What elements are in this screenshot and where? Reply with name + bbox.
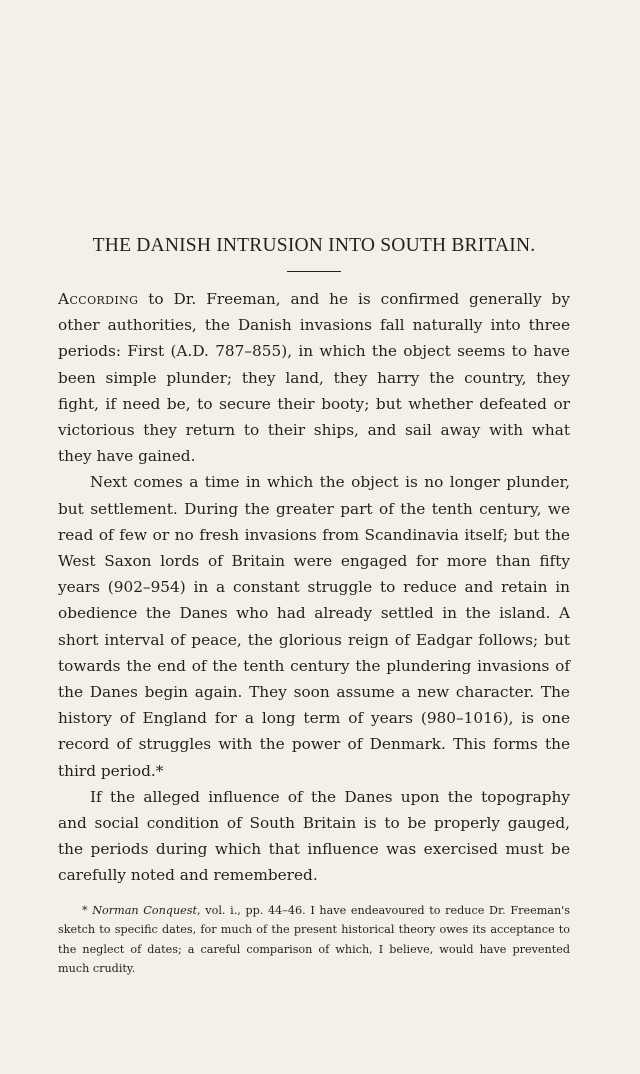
footnote-marker: * [82,903,93,917]
footnote-text: , vol. i., pp. 44–46. I have endeavoured to reduce Dr. Freeman's sketch to specific dates, for much of the present historical theory owes its acceptance to the neglect of dates; a careful comparison of which, I believe, would have prevented much crudity. [58,903,570,976]
paragraph-1-text: to Dr. Freeman, and he is confirmed generally by other authorities, the Danish invasions fall naturally into three periods: First (A.D. 787–855), in which the object seems to have been simple plunder; they land, they harry the country, they fight, if need be, to secure their booty; but whether defeated or victorious they return to their ships, and sail away with what they have gained. [58,290,570,466]
heading-rule [287,271,341,272]
paragraph-2: Next comes a time in which the object is no longer plunder, but settlement. During the greater part of the tenth century, we read of few or no fresh invasions from Scandinavia itself; but the West Saxon lords of Britain were engaged for more than fifty years (902–954) in a constant struggle to reduce and retain in obedience the Danes who had already settled in the island. A short interval of peace, the glorious reign of Eadgar follows; but towards the end of the tenth century the plundering invasions of the Danes begin again. They soon assume a new character. The history of England for a long term of years (980–1016), is one record of struggles with the power of Denmark. This forms the third period.* [58,473,570,780]
book-page [58,232,570,979]
chapter-heading: THE DANISH INTRUSION INTO SOUTH BRITAIN. [92,235,536,256]
footnote [58,901,570,979]
body-text [58,286,570,889]
paragraph-3: If the alleged influence of the Danes upon the topography and social condition of South Britain is to be properly gauged, the periods during which that influence was exercised must be carefully noted and remembered. [58,787,570,885]
footnotes [58,901,570,979]
footnote-title: Norman Conquest [92,903,198,917]
paragraph-1 [58,286,570,469]
opening-small-caps: According [58,290,139,308]
